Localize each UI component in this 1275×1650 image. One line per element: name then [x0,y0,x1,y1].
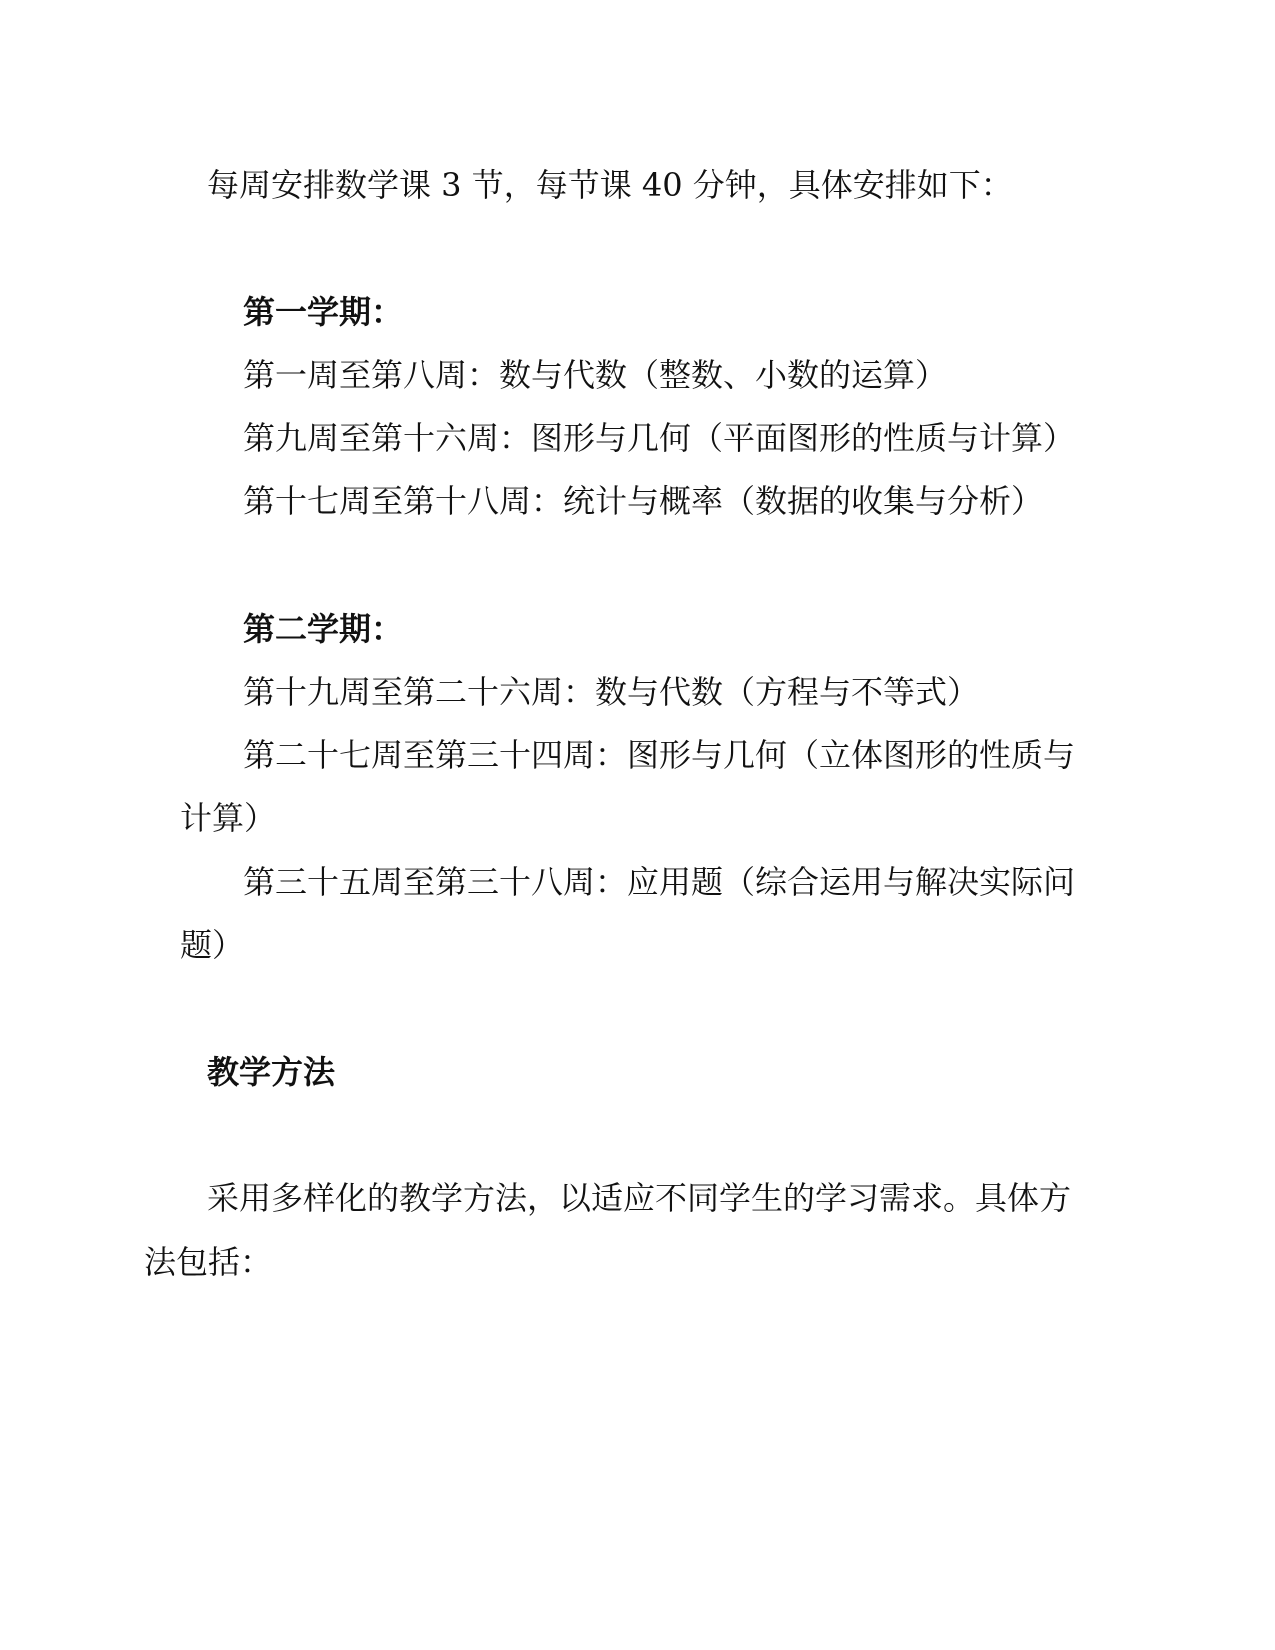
semester1-heading: 第一学期： [243,293,404,331]
semester1-item: 第十七周至第十八周：统计与概率（数据的收集与分析） [243,482,1044,520]
semester2-heading: 第二学期： [243,610,404,648]
semester2-item-line2: 题） [180,926,245,964]
semester2-item-line2: 计算） [180,799,277,837]
schedule-intro: 每周安排数学课 3 节，每节课 40 分钟，具体安排如下： [207,166,1013,204]
semester1-item: 第九周至第十六周：图形与几何（平面图形的性质与计算） [243,419,1076,457]
section-heading-methods: 教学方法 [207,1053,336,1091]
semester2-item: 第十九周至第二十六周：数与代数（方程与不等式） [243,673,980,711]
methods-paragraph-line1: 采用多样化的教学方法，以适应不同学生的学习需求。具体方 [207,1179,1072,1217]
semester1-item: 第一周至第八周：数与代数（整数、小数的运算） [243,356,948,394]
semester2-item-line1: 第三十五周至第三十八周：应用题（综合运用与解决实际问 [243,863,1076,901]
methods-paragraph-line2: 法包括： [144,1243,273,1281]
semester2-item-line1: 第二十七周至第三十四周：图形与几何（立体图形的性质与 [243,736,1076,774]
